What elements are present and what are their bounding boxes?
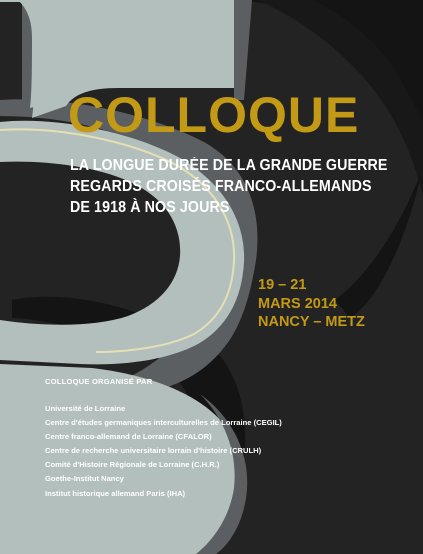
event-month-year: MARS 2014	[258, 295, 337, 312]
organizers-list	[45, 402, 282, 501]
subtitle-line: REGARDS CROISÉS FRANCO-ALLEMANDS	[70, 178, 372, 195]
organizer-item: Centre de recherche universitaire lorrain d'histoire (CRULH)	[45, 446, 262, 456]
colloque-title: COLLOQUE	[68, 87, 360, 143]
event-location: NANCY – METZ	[258, 314, 365, 330]
event-dates: 19 – 21	[258, 277, 307, 293]
organizer-item: Université de Lorraine	[45, 404, 126, 413]
organizer-item: Institut historique allemand Paris (IHA)	[45, 488, 186, 498]
organizers-block	[45, 377, 282, 501]
subtitle-line: DE 1918 À NOS JOURS	[70, 199, 230, 216]
organizer-item: Goethe-Institut Nancy	[45, 474, 124, 484]
organizer-item: Centre d'études germaniques interculturelles de Lorraine (CEGIL)	[45, 418, 282, 428]
organizers-heading: COLLOQUE ORGANISÉ PAR	[45, 377, 153, 386]
organizer-item: Comité d'Histoire Régionale de Lorraine (C.H.R.)	[45, 460, 220, 470]
subtitle-line: LA LONGUE DURÉE DE LA GRANDE GUERRE	[70, 157, 388, 174]
organizer-item: Centre franco-allemand de Lorraine (CFALOR)	[45, 432, 212, 442]
event-info	[258, 276, 365, 332]
colloque-subtitle	[70, 155, 387, 218]
